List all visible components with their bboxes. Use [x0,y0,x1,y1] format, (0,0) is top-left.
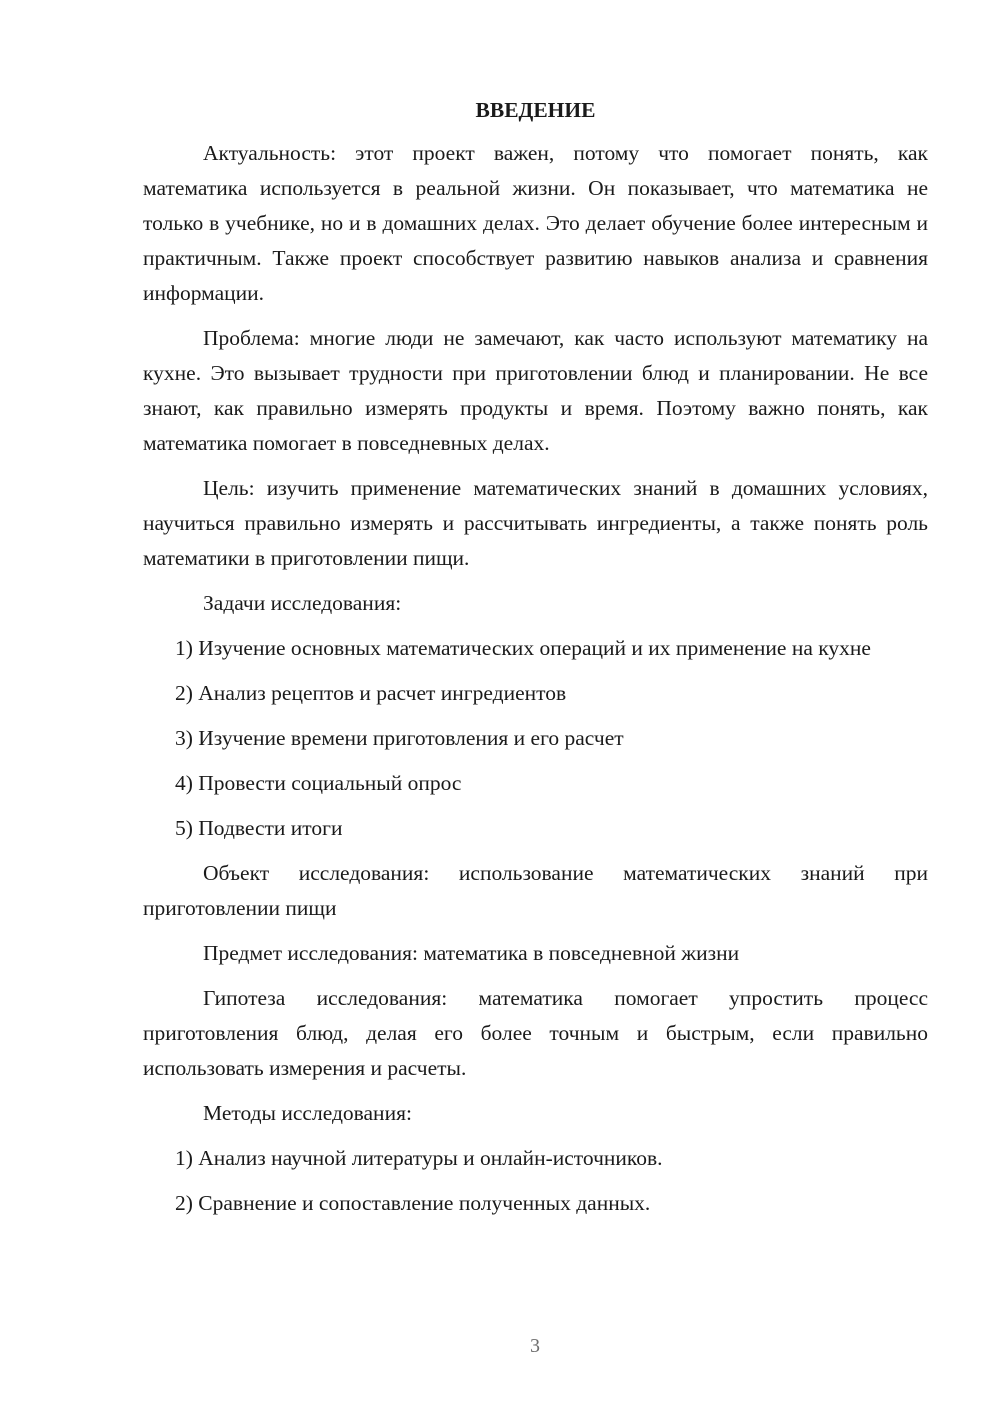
list-item-task-3: 3) Изучение времени приготовления и его расчет [175,726,624,750]
section-title: ВВЕДЕНИЕ [475,98,596,122]
list-item-task-1: 1) Изучение основных математических операций и их применение на кухне [175,636,871,660]
paragraph-goal: Цель: изучить применение математических знаний в домашних условиях, научиться правильно измерять и рассчитывать ингредиенты, а также понять роль математики в приготовлении пищи. [143,476,928,570]
paragraph-relevance: Актуальность: этот проект важен, потому что помогает понять, как математика используется в реальной жизни. Он показывает, что математика не только в учебнике, но и в домашних делах. Это делает обучение более интересным и практичным. Также проект способствует развитию навыков анализа и сравнения информации. [143,141,928,305]
paragraph-object: Объект исследования: использование математических знаний при приготовлении пищи [143,861,928,920]
page-number: 3 [530,1335,540,1357]
paragraph-subject: Предмет исследования: математика в повседневной жизни [203,941,740,965]
paragraph-hypothesis: Гипотеза исследования: математика помогает упростить процесс приготовления блюд, делая его более точным и быстрым, если правильно использовать измерения и расчеты. [143,986,928,1080]
document-content [143,93,928,1231]
list-item-task-2: 2) Анализ рецептов и расчет ингредиентов [175,681,567,705]
paragraph-methods-heading: Методы исследования: [203,1101,412,1125]
paragraph-tasks-heading: Задачи исследования: [203,591,402,615]
paragraph-problem: Проблема: многие люди не замечают, как часто используют математику на кухне. Это вызывает трудности при приготовлении блюд и планировании. Не все знают, как правильно измерять продукты и время. Поэтому важно понять, как математика помогает в повседневных делах. [143,326,928,455]
list-item-task-4: 4) Провести социальный опрос [175,771,462,795]
list-item-task-5: 5) Подвести итоги [175,816,343,840]
list-item-method-2: 2) Сравнение и сопоставление полученных данных. [175,1191,651,1215]
list-item-method-1: 1) Анализ научной литературы и онлайн-источников. [175,1146,663,1170]
